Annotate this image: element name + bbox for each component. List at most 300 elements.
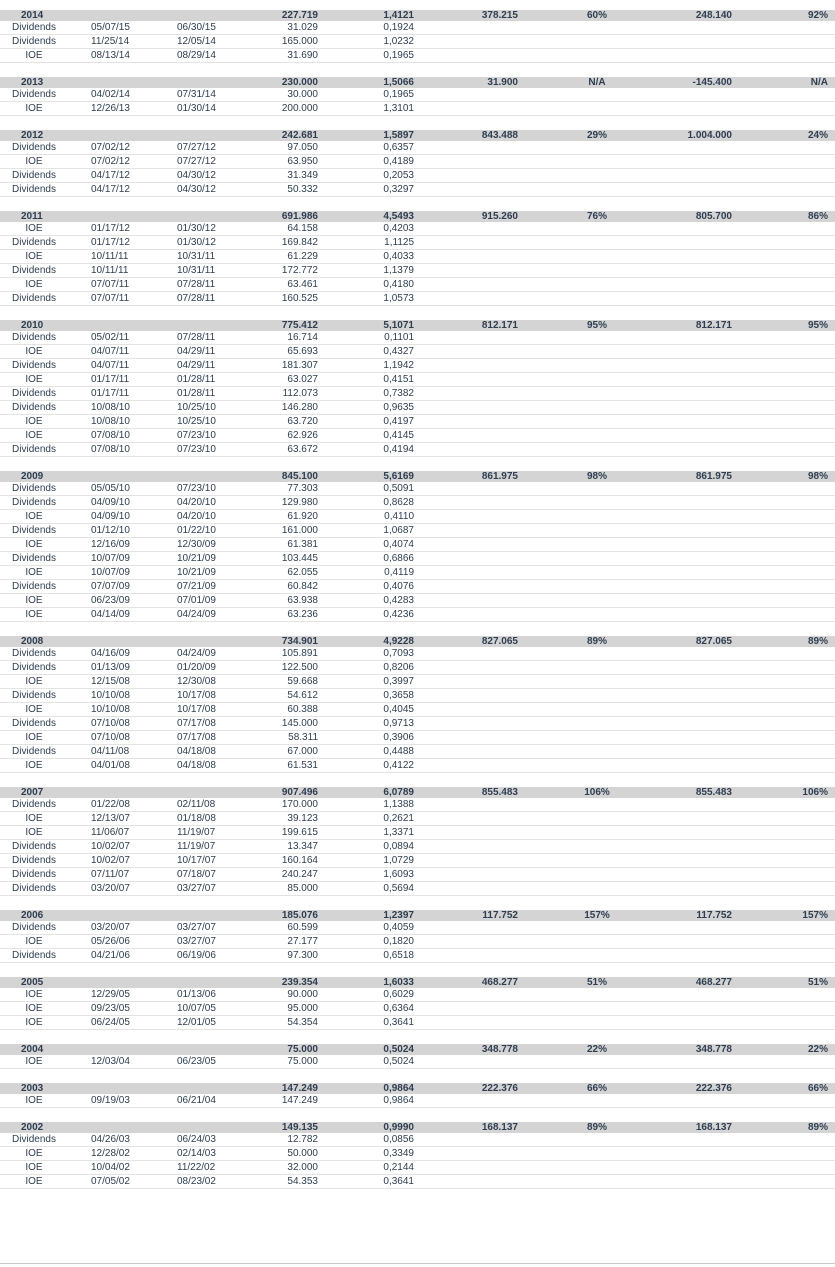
payment-date: 12/30/08 — [177, 676, 216, 687]
payment-type: IOE — [25, 156, 43, 167]
payment-per-share: 0,4119 — [384, 567, 414, 578]
year-header-row — [0, 1122, 835, 1133]
payment-row — [0, 21, 835, 35]
payment-type: IOE — [25, 595, 43, 606]
payment-type: Dividends — [12, 483, 56, 494]
payment-row — [0, 155, 835, 169]
adjusted-income: 805.700 — [695, 211, 732, 222]
declaration-date: 04/17/12 — [91, 184, 130, 195]
payment-per-share: 0,1820 — [383, 936, 414, 947]
declaration-date: 05/05/10 — [91, 483, 130, 494]
payment-date: 07/28/11 — [177, 293, 216, 304]
payment-row — [0, 661, 835, 675]
payment-date: 11/22/02 — [177, 1162, 216, 1173]
payment-row — [0, 49, 835, 63]
payment-type: Dividends — [12, 388, 56, 399]
payment-date: 01/18/08 — [177, 813, 216, 824]
adjusted-payout-percent: 157% — [802, 910, 828, 921]
total-per-share: 6,0789 — [383, 787, 414, 798]
payment-row — [0, 264, 835, 278]
payment-date: 06/21/04 — [177, 1095, 216, 1106]
payout-percent: 51% — [586, 977, 607, 988]
declaration-date: 04/17/12 — [91, 170, 130, 181]
declaration-date: 10/04/02 — [91, 1162, 130, 1173]
payment-value: 30.000 — [287, 89, 318, 100]
payment-per-share: 0,4033 — [383, 251, 414, 262]
payment-value: 39.123 — [287, 813, 318, 824]
year-label: 2014 — [21, 10, 44, 21]
payment-date: 07/23/10 — [177, 444, 216, 455]
payment-row — [0, 429, 835, 443]
payout-percent: N/A — [588, 77, 606, 88]
payment-type: IOE — [25, 936, 43, 947]
declaration-date: 10/11/11 — [91, 265, 129, 276]
declaration-date: 03/20/07 — [91, 883, 130, 894]
payment-per-share: 0,2621 — [383, 813, 414, 824]
declaration-date: 01/17/12 — [91, 237, 130, 248]
payment-per-share: 1,0687 — [383, 525, 414, 536]
year-block — [0, 1044, 835, 1069]
payment-row — [0, 236, 835, 250]
payment-date: 04/20/10 — [177, 511, 216, 522]
net-income: 827.065 — [481, 636, 518, 647]
payment-per-share: 1,3101 — [383, 103, 414, 114]
year-spacer — [0, 63, 835, 77]
payment-per-share: 0,7382 — [383, 388, 414, 399]
payment-per-share: 0,4197 — [383, 416, 414, 427]
declaration-date: 07/05/02 — [91, 1176, 130, 1187]
payment-type: IOE — [25, 813, 43, 824]
year-block — [0, 10, 835, 63]
total-per-share: 1,2397 — [383, 910, 414, 921]
payment-per-share: 1,1388 — [383, 799, 414, 810]
payment-row — [0, 482, 835, 496]
total-value: 845.100 — [281, 471, 318, 482]
payment-type: Dividends — [12, 89, 56, 100]
table-bottom-rule — [0, 1263, 835, 1264]
payment-type: IOE — [25, 1003, 43, 1014]
payment-per-share: 0,9864 — [383, 1095, 414, 1106]
net-income: 843.488 — [481, 130, 518, 141]
declaration-date: 10/08/10 — [91, 402, 130, 413]
payment-value: 97.050 — [287, 142, 318, 153]
payment-value: 50.332 — [287, 184, 318, 195]
adjusted-income: 248.140 — [695, 10, 732, 21]
year-spacer — [0, 1108, 835, 1122]
declaration-date: 11/06/07 — [91, 827, 130, 838]
year-block — [0, 636, 835, 773]
payment-per-share: 0,4283 — [383, 595, 414, 606]
payment-value: 112.073 — [282, 388, 318, 399]
declaration-date: 09/19/03 — [91, 1095, 130, 1106]
payment-type: Dividends — [12, 883, 56, 894]
payment-value: 103.445 — [281, 553, 318, 564]
payment-row — [0, 675, 835, 689]
year-spacer — [0, 457, 835, 471]
payment-date: 10/21/09 — [177, 553, 216, 564]
payment-per-share: 0,9635 — [383, 402, 414, 413]
year-block — [0, 211, 835, 306]
total-value: 230.000 — [281, 77, 318, 88]
payment-value: 67.000 — [287, 746, 318, 757]
payment-date: 04/29/11 — [177, 346, 216, 357]
payment-row — [0, 826, 835, 840]
payment-value: 147.249 — [281, 1095, 318, 1106]
payment-type: Dividends — [12, 841, 56, 852]
year-header-row — [0, 787, 835, 798]
declaration-date: 07/08/10 — [91, 444, 130, 455]
declaration-date: 07/07/09 — [91, 581, 130, 592]
declaration-date: 12/16/09 — [91, 539, 130, 550]
payment-value: 12.782 — [287, 1134, 318, 1145]
payment-date: 07/28/11 — [177, 279, 216, 290]
payment-type: IOE — [25, 760, 43, 771]
declaration-date: 12/15/08 — [91, 676, 130, 687]
payment-row — [0, 1002, 835, 1016]
adjusted-income: 1.004.000 — [687, 130, 732, 141]
payment-value: 58.311 — [288, 732, 318, 743]
payment-per-share: 0,4151 — [383, 374, 414, 385]
payment-date: 08/29/14 — [177, 50, 216, 61]
year-header-row — [0, 636, 835, 647]
payment-per-share: 0,5024 — [383, 1056, 414, 1067]
payment-per-share: 0,1101 — [384, 332, 414, 343]
payment-row — [0, 35, 835, 49]
adjusted-income: 827.065 — [695, 636, 732, 647]
payment-type: Dividends — [12, 497, 56, 508]
payment-per-share: 0,3297 — [383, 184, 414, 195]
payment-row — [0, 854, 835, 868]
declaration-date: 05/26/06 — [91, 936, 130, 947]
total-per-share: 5,1071 — [383, 320, 414, 331]
year-header-row — [0, 211, 835, 222]
declaration-date: 09/23/05 — [91, 1003, 130, 1014]
payment-row — [0, 689, 835, 703]
payment-value: 61.381 — [287, 539, 318, 550]
payment-date: 04/29/11 — [177, 360, 216, 371]
payment-per-share: 1,0729 — [383, 855, 414, 866]
declaration-date: 10/10/08 — [91, 704, 130, 715]
year-label: 2006 — [21, 910, 44, 921]
payment-date: 07/23/10 — [177, 483, 216, 494]
net-income: 117.752 — [482, 910, 518, 921]
year-spacer — [0, 963, 835, 977]
declaration-date: 07/11/07 — [91, 869, 130, 880]
payment-per-share: 0,3349 — [383, 1148, 414, 1159]
payment-per-share: 0,3641 — [383, 1176, 414, 1187]
payment-date: 04/30/12 — [177, 184, 216, 195]
payment-value: 54.353 — [287, 1176, 318, 1187]
year-label: 2005 — [21, 977, 44, 988]
net-income: 468.277 — [481, 977, 518, 988]
payment-type: IOE — [25, 1148, 43, 1159]
net-income: 378.215 — [481, 10, 518, 21]
adjusted-income: 222.376 — [695, 1083, 732, 1094]
payment-row — [0, 1161, 835, 1175]
payment-type: Dividends — [12, 690, 56, 701]
declaration-date: 06/24/05 — [91, 1017, 130, 1028]
payment-type: IOE — [25, 827, 43, 838]
payment-value: 146.280 — [281, 402, 318, 413]
payment-row — [0, 345, 835, 359]
year-header-row — [0, 10, 835, 21]
year-label: 2002 — [21, 1122, 44, 1133]
total-value: 242.681 — [281, 130, 318, 141]
declaration-date: 07/10/08 — [91, 732, 130, 743]
payment-row — [0, 169, 835, 183]
declaration-date: 07/10/08 — [91, 718, 130, 729]
declaration-date: 07/02/12 — [91, 142, 130, 153]
payment-type: Dividends — [12, 662, 56, 673]
payment-row — [0, 840, 835, 854]
year-header-row — [0, 130, 835, 141]
declaration-date: 04/01/08 — [91, 760, 130, 771]
declaration-date: 10/11/11 — [91, 251, 129, 262]
payment-per-share: 0,2053 — [383, 170, 414, 181]
declaration-date: 08/13/14 — [91, 50, 130, 61]
payment-value: 54.612 — [287, 690, 318, 701]
year-spacer — [0, 197, 835, 211]
payment-type: IOE — [25, 223, 43, 234]
payment-date: 02/11/08 — [177, 799, 216, 810]
payment-row — [0, 278, 835, 292]
payment-value: 65.693 — [287, 346, 318, 357]
payment-date: 07/28/11 — [177, 332, 216, 343]
payment-value: 63.461 — [287, 279, 318, 290]
payment-date: 04/30/12 — [177, 170, 216, 181]
payment-type: Dividends — [12, 525, 56, 536]
payment-date: 11/19/07 — [177, 827, 216, 838]
adjusted-income: 861.975 — [695, 471, 732, 482]
payment-row — [0, 443, 835, 457]
payment-type: Dividends — [12, 36, 56, 47]
year-header-row — [0, 1083, 835, 1094]
payment-type: Dividends — [12, 237, 56, 248]
payment-date: 01/28/11 — [177, 374, 216, 385]
declaration-date: 07/08/10 — [91, 430, 130, 441]
payment-per-share: 0,4145 — [383, 430, 414, 441]
payment-date: 02/14/03 — [177, 1148, 216, 1159]
payment-date: 07/18/07 — [177, 869, 216, 880]
payment-type: Dividends — [12, 718, 56, 729]
payment-value: 32.000 — [287, 1162, 318, 1173]
dividend-history-table — [0, 10, 835, 1189]
payment-value: 200.000 — [281, 103, 318, 114]
payment-row — [0, 401, 835, 415]
payment-date: 07/17/08 — [177, 718, 216, 729]
total-per-share: 1,5066 — [383, 77, 414, 88]
payment-per-share: 0,4122 — [383, 760, 414, 771]
payment-type: Dividends — [12, 170, 56, 181]
payment-row — [0, 868, 835, 882]
payment-value: 62.926 — [287, 430, 318, 441]
declaration-date: 07/07/11 — [91, 279, 130, 290]
payment-value: 63.938 — [287, 595, 318, 606]
net-income: 812.171 — [481, 320, 518, 331]
year-block — [0, 320, 835, 457]
year-block — [0, 1083, 835, 1108]
declaration-date: 11/25/14 — [91, 36, 130, 47]
payment-date: 01/30/12 — [177, 223, 216, 234]
payout-percent: 157% — [584, 910, 610, 921]
payment-per-share: 0,3997 — [383, 676, 414, 687]
adjusted-payout-percent: 92% — [807, 10, 828, 21]
payment-value: 13.347 — [287, 841, 318, 852]
payment-value: 27.177 — [287, 936, 318, 947]
payment-per-share: 0,4189 — [383, 156, 414, 167]
payment-per-share: 0,6364 — [383, 1003, 414, 1014]
payment-per-share: 1,1379 — [383, 265, 414, 276]
payment-value: 181.307 — [281, 360, 318, 371]
payment-row — [0, 566, 835, 580]
payment-date: 04/18/08 — [177, 760, 216, 771]
payment-value: 16.714 — [287, 332, 318, 343]
year-label: 2004 — [21, 1044, 44, 1055]
payment-type: IOE — [25, 539, 43, 550]
payment-per-share: 1,0573 — [383, 293, 414, 304]
declaration-date: 04/11/08 — [91, 746, 130, 757]
adjusted-payout-percent: 86% — [807, 211, 828, 222]
payment-value: 59.668 — [287, 676, 318, 687]
payout-percent: 89% — [586, 636, 607, 647]
payment-row — [0, 647, 835, 661]
payment-row — [0, 102, 835, 116]
total-value: 75.000 — [287, 1044, 318, 1055]
payment-type: IOE — [25, 103, 43, 114]
payment-date: 06/23/05 — [177, 1056, 216, 1067]
year-label: 2012 — [21, 130, 44, 141]
payment-date: 10/31/11 — [177, 251, 216, 262]
declaration-date: 04/14/09 — [91, 609, 130, 620]
payout-percent: 89% — [586, 1122, 607, 1133]
year-label: 2009 — [21, 471, 44, 482]
year-block — [0, 977, 835, 1030]
adjusted-income: 855.483 — [695, 787, 732, 798]
payment-date: 03/27/07 — [177, 936, 216, 947]
declaration-date: 01/12/10 — [91, 525, 130, 536]
payment-row — [0, 988, 835, 1002]
year-label: 2010 — [21, 320, 44, 331]
payment-type: IOE — [25, 567, 43, 578]
payment-row — [0, 250, 835, 264]
declaration-date: 04/21/06 — [91, 950, 130, 961]
payment-per-share: 0,6357 — [383, 142, 414, 153]
payment-row — [0, 1055, 835, 1069]
payment-type: IOE — [25, 1056, 43, 1067]
payment-type: Dividends — [12, 1134, 56, 1145]
payment-per-share: 0,9713 — [383, 718, 414, 729]
adjusted-payout-percent: 22% — [807, 1044, 828, 1055]
payment-value: 63.720 — [287, 416, 318, 427]
payment-row — [0, 935, 835, 949]
total-value: 227.719 — [281, 10, 318, 21]
adjusted-income: 348.778 — [695, 1044, 732, 1055]
payment-date: 01/30/14 — [177, 103, 216, 114]
payment-value: 95.000 — [287, 1003, 318, 1014]
payment-row — [0, 812, 835, 826]
payment-type: IOE — [25, 279, 43, 290]
payment-value: 63.950 — [287, 156, 318, 167]
net-income: 861.975 — [481, 471, 518, 482]
payment-row — [0, 538, 835, 552]
payment-per-share: 0,4327 — [383, 346, 414, 357]
declaration-date: 10/08/10 — [91, 416, 130, 427]
payment-per-share: 0,3906 — [383, 732, 414, 743]
payment-type: IOE — [25, 609, 43, 620]
payment-type: Dividends — [12, 950, 56, 961]
total-per-share: 1,4121 — [383, 10, 414, 21]
payment-per-share: 0,4180 — [383, 279, 414, 290]
payment-row — [0, 1016, 835, 1030]
adjusted-payout-percent: 51% — [807, 977, 828, 988]
payment-type: Dividends — [12, 293, 56, 304]
payment-per-share: 1,1942 — [383, 360, 414, 371]
total-value: 239.354 — [281, 977, 318, 988]
adjusted-income: 117.752 — [696, 910, 732, 921]
payment-date: 10/17/08 — [177, 704, 216, 715]
payment-value: 61.531 — [287, 760, 318, 771]
net-income: 222.376 — [481, 1083, 518, 1094]
payment-date: 11/19/07 — [177, 841, 216, 852]
payment-row — [0, 552, 835, 566]
payment-date: 10/17/08 — [177, 690, 216, 701]
payment-row — [0, 141, 835, 155]
payment-type: Dividends — [12, 402, 56, 413]
payment-type: IOE — [25, 251, 43, 262]
declaration-date: 04/26/03 — [91, 1134, 130, 1145]
payment-per-share: 0,4203 — [383, 223, 414, 234]
payment-value: 54.354 — [287, 1017, 318, 1028]
adjusted-payout-percent: 98% — [807, 471, 828, 482]
payment-value: 60.388 — [287, 704, 318, 715]
payment-type: IOE — [25, 704, 43, 715]
net-income: 348.778 — [481, 1044, 518, 1055]
payment-per-share: 0,7093 — [383, 648, 414, 659]
payment-row — [0, 292, 835, 306]
total-value: 147.249 — [281, 1083, 318, 1094]
payment-per-share: 0,5091 — [383, 483, 414, 494]
payment-type: IOE — [25, 50, 43, 61]
total-value: 691.986 — [281, 211, 318, 222]
net-income: 915.260 — [481, 211, 518, 222]
payment-row — [0, 759, 835, 773]
payment-per-share: 0,3641 — [383, 1017, 414, 1028]
payment-row — [0, 359, 835, 373]
payment-per-share: 0,8628 — [383, 497, 414, 508]
payout-percent: 66% — [586, 1083, 607, 1094]
declaration-date: 12/29/05 — [91, 989, 130, 1000]
payment-row — [0, 524, 835, 538]
payment-type: Dividends — [12, 553, 56, 564]
payment-per-share: 0,1965 — [383, 89, 414, 100]
total-per-share: 0,9990 — [383, 1122, 414, 1133]
payment-value: 165.000 — [281, 36, 318, 47]
payment-date: 04/24/09 — [177, 648, 216, 659]
declaration-date: 01/17/11 — [91, 388, 130, 399]
declaration-date: 05/02/11 — [91, 332, 130, 343]
adjusted-payout-percent: 95% — [807, 320, 828, 331]
year-label: 2008 — [21, 636, 44, 647]
year-spacer — [0, 622, 835, 636]
total-value: 149.135 — [281, 1122, 318, 1133]
payment-type: Dividends — [12, 265, 56, 276]
adjusted-income: 168.137 — [695, 1122, 732, 1133]
total-value: 185.076 — [281, 910, 318, 921]
payment-type: IOE — [25, 1176, 43, 1187]
adjusted-payout-percent: 24% — [807, 130, 828, 141]
payment-row — [0, 717, 835, 731]
payment-row — [0, 1094, 835, 1108]
